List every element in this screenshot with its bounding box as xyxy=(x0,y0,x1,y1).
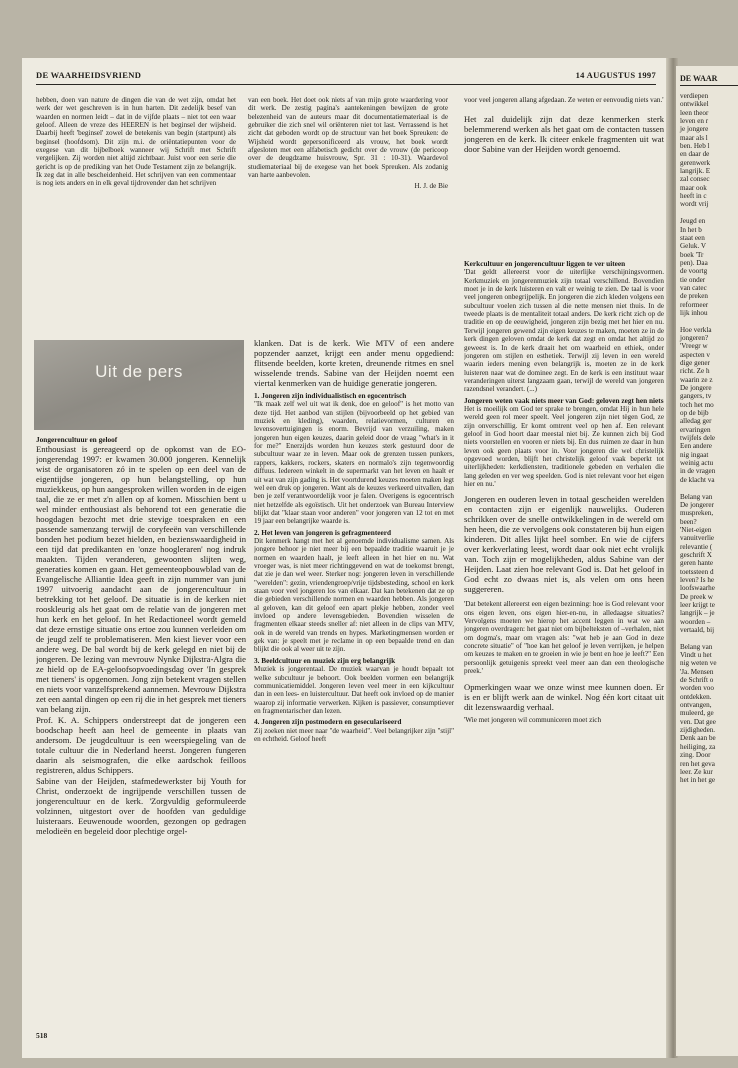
facing-page-line: langrijk. E xyxy=(680,167,711,176)
facing-page-line xyxy=(680,484,716,492)
facing-page-line: been? xyxy=(680,517,697,526)
facing-page-line: In het b xyxy=(680,225,702,234)
facing-page-line: toch het mo xyxy=(680,400,714,409)
facing-page-line: het in het ge xyxy=(680,776,716,785)
review-column-2 xyxy=(248,96,448,326)
facing-page-line: relevantie ( xyxy=(680,542,713,551)
running-head xyxy=(36,70,656,85)
section-4-title: 4. Jongeren zijn postmodern en geseculariseerd xyxy=(254,717,402,727)
section-3-title: 3. Beeldcultuur en muziek zijn erg belangrijk xyxy=(254,655,396,665)
section-4-body: Zij zoeken niet meer naar "de waarheid". Veel belangrijker zijn "stijl" en echtheid. Geloof heeft xyxy=(254,726,454,743)
facing-page-line: nig weten ve xyxy=(680,659,717,668)
facing-page-line: van catec xyxy=(680,283,707,292)
facing-page-line: maar als l xyxy=(680,133,708,142)
facing-page-line: reformeer xyxy=(680,300,709,309)
facing-page-line: vertaald, bij xyxy=(680,626,715,634)
article-column-2 xyxy=(254,338,454,1038)
column-3-lead: Het zal duidelijk zijn dat deze kenmerken sterk belemmerend werken als het gaat om de contacten tussen jongeren en de kerk. Ik citeer enkele fragmenten uit wat door Sabine van der Heijden wordt genoemd. xyxy=(464,114,664,155)
facing-page-line: muspreken, xyxy=(680,509,714,518)
facing-page-line: je jongere xyxy=(680,125,709,134)
issue-date: 14 AUGUSTUS 1997 xyxy=(575,70,656,80)
facing-page xyxy=(676,66,738,1056)
section-1-title: 1. Jongeren zijn individualistisch en egocentrisch xyxy=(254,391,407,400)
section-banner xyxy=(34,340,244,430)
facing-page-line: de Schrift o xyxy=(680,676,714,685)
facing-page-line: de klacht va xyxy=(680,475,715,484)
facing-page-line: toetssteen d xyxy=(680,567,714,576)
facing-page-line: De jongerer xyxy=(680,500,714,509)
article-column-3 xyxy=(464,260,664,1040)
section-3-body: Muziek is jongerentaal. De muziek waarvan je houdt bepaalt tot welke subcultuur je behoort. Ook beelden vormen een belangrijk communicatiemiddel. Jongeren leven veel meer in een kijkcultuur dan in een lees- en luistercultuur. Dat heeft ook invloed op de manier waarop zij informatie verwerken. Kijken is passiever, consumptiever en fragmentarischer dan lezen. xyxy=(254,665,454,715)
facing-page-line: de preken xyxy=(680,292,708,301)
facing-page-line: Een andere xyxy=(680,442,712,451)
jongeren-body: Het is moeilijk om God ter sprake te brengen, omdat Hij in hun hele wereld geen rol meer speelt. Veel jongeren zijn niet tègen God, ze zijn onverschillig. Er komt omtrent veel op hen af. Een relevant geloof in God hoort daar meestal niet bij. Ze kunnen zich bij God niets voorstellen en vooren er niets bij. En dus ruimen ze daar in hun leven ook geen plaats voor in. Voor jongeren die wel christelijk opgevoed worden, blijft het christelijk geloof vaak beperkt tot uiterlijkheden: kerkdiensten, traditionele gebeden en verhalen die lang geleden en ver weg speelden. God is niet relevant voor het eigen hier en nu.' xyxy=(464,404,664,489)
facing-page-line xyxy=(680,209,716,217)
article-body-1: Enthousiast is gereageerd op de opkomst van de EO-jongerendag 1997: er kwamen 30.000 jongeren. Kennelijk wist de organisatoren zó in te spelen op een deel van de eigentijdse jongeren, op hun belangstelling, op hun muziekkeus, op hun aangesproken willen worden in de eigen taal, die ze er met z'n allen op af komen. Misschien bent u wel minder enthousiast als behorend tot een generatie die hoogdagen bezocht met drie stevige toespraken en een passende samenzang terwijl de coryfeeën van verschillende bonden het podium bezet hielden, en bezienswaardigheid in een tijd dat predikanten en 'onze hoogleraren' nog indruk maakten. Tijden veranderen, gewoonten slijten weg, generaties komen en gaan. Het gemeenteopbouwblad van de Evangelische Alliantie Idea geeft in zijn nummer van juni 1997 uitvoerig aandacht aan de jongerencultuur in betrekking tot het geloof. De situatie is in de kerken niet rooskleurig als het gaat om de relatie van de jongeren met hun kerk en het geloof. In het Redactioneel wordt gemeld dat deze ernstige situatie ons ertoe zou kunnen verleiden om de jeugd zelf te problematiseren. Men kiest liever voor een andere weg. De bal wordt bij de kerk gelegd en niet bij de jongeren. De lezing van mevrouw Nynke Dijkstra-Algra die ze hield op de EA-geloofsopvoedingsdag over 'In gesprek met tieners' is opgenomen. Jong zijn betekent vragen stellen en niets voor vanzelfsprekend aannemen. Mevrouw Dijkstra zet een aantal dingen op een rij die in het gesprek met tieners van belang zijn. xyxy=(36,444,246,715)
facing-page-line: leer krijgt te xyxy=(680,600,715,609)
facing-page-line xyxy=(680,634,716,642)
facing-page-line: leven? Is he xyxy=(680,575,715,584)
facing-running-head: DE WAAR xyxy=(680,74,738,86)
facing-page-line: boek 'Tr xyxy=(680,250,704,259)
facing-page-line: woorden – xyxy=(680,617,711,626)
facing-page-line: Jeugd en xyxy=(680,217,706,226)
article-column-1 xyxy=(36,436,246,1036)
facing-page-line: leer. Ze kur xyxy=(680,767,713,776)
facing-page-line: Vindt u het xyxy=(680,651,712,660)
article-body-3: Sabine van der Heijden, stafmedewerkster bij Youth for Christ, onderzoekt de ingrijpende verschillen tussen de jongerencultuur en de kerk. 'Zorgvuldig geformuleerde volzinnen, uitgestort over de hoofden van geduldige luisteraars. Eeuwenoude woorden, gezongen op gedragen melodieën en begeleid door plechtige orgel- xyxy=(36,776,246,837)
facing-page-line: 'Niet-eigen xyxy=(680,525,712,534)
facing-page-line: Geluk. V xyxy=(680,242,707,251)
facing-page-line: alledag ger xyxy=(680,417,712,426)
facing-page-line: ren het geva xyxy=(680,759,715,768)
facing-page-line: muleerd, ge xyxy=(680,709,714,718)
facing-page-line: geschrift X xyxy=(680,550,712,559)
facing-page-line: tie onder xyxy=(680,275,706,284)
facing-page-line: ven. Dat gee xyxy=(680,717,716,726)
facing-page-line: De preek w xyxy=(680,592,713,601)
section-1-body: "Ik maak zelf wel uit wat ik denk, doe en geloof" is het motto van deze tijd. Het aanbod van stijlen (bijvoorbeeld op het gebied van muziek en kleding), waarden, relatievormen, culturen en levensovertuigingen is enorm. Bevrijd van verzuiling, maken jongeren hun eigen keuzes, daarin geleid door de vraag "what's in it for me?" Enerzijds worden hun keuzes sterk gestuurd door de subcultuur waar ze in leven. Maar ook de grenzen tussen punkers, rappers, kakkers, rockers, skaters en normalo's zijn tegenwoordig diffuus. Iedereen winkelt in de supermarkt van het leven en haalt er uit wat van zijn gading is. Het voortdurend keuzes moeten maken legt wel een druk op jongeren. Want als de keuzes verkeerd uitvallen, dan ben je zelf verantwoordelijk voor je falen. Overigens is egocentrisch niet hetzelfde als egoïstisch. Uit het onderzoek van Bureau Interview blijkt dat "klaar staan voor anderen" voor jongeren van 12 tot en met 19 jaar een belangrijke waarde is. xyxy=(254,400,454,526)
facing-page-line: verdiepen xyxy=(680,92,709,100)
column-3-top xyxy=(464,96,664,236)
column-2-intro: klanken. Dat is de kerk. Wie MTV of een andere popzender aanzet, krijgt een ander menu opgediend: flitsende beelden, korte kreten, dreunende ritmes en snel wisselende trends. Sabine van der Heijden noemt een viertal kenmerken van de huidige generatie jongeren. xyxy=(254,338,454,388)
closing-lead: Opmerkingen waar we onze winst mee kunnen doen. Er is en er blijft werk aan de winkel. Nog één kort citaat uit dit lezenswaardig verhaal. xyxy=(464,681,664,712)
facing-page-line: lijk inhou xyxy=(680,308,708,317)
facing-page-line: vanuitverlie xyxy=(680,534,715,543)
facing-page-line: wordt vrij xyxy=(680,200,709,209)
facing-page-line: weinig actu xyxy=(680,459,714,468)
facing-page-line: aspecten v xyxy=(680,350,710,359)
facing-page-line: leven en r xyxy=(680,117,709,126)
column-3-intro: voor veel jongeren allang afgedaan. Ze weten er eenvoudig niets van.' xyxy=(464,96,664,104)
facing-page-line: richt. Ze h xyxy=(680,367,710,376)
facing-page-line: heiliging, za xyxy=(680,742,716,751)
facing-page-line: gangers, tv xyxy=(680,392,712,401)
facing-page-line: dige gener xyxy=(680,359,710,367)
facing-page-line: staat een xyxy=(680,233,705,242)
kerkcultuur-body: 'Dat geldt allereerst voor de uiterlijke verschijningsvormen. Kerkmuziek en jongerenmuziek zijn totaal verschillend. Bovendien moet je in de kerk luisteren en valt er weinig te zien. De taal is voor veel jongeren onbegrijpelijk. En jongeren die zich kleden volgens een subcultuur voelen zich tussen al die nette mensen niet thuis. In de tweede plaats is de mentaliteit totaal anders. De kerk richt zich op de traditie en op de eeuwigheid, jongeren zijn bezig met het hier en nu. Terwijl jongeren gewend zijn eigen keuzes te maken, moeten ze in de kerk dingen geloven omdat de kerk dat zegt en omdat het altijd zo geweest is. In de kerk draait het om waarheid en ethiek, onder jongeren om stijlen en esthetiek. Terwijl zij leven in een wereld waarin ieders mening even belangrijk is, moeten ze in de kerk luisteren naar wat de dominee zegt. En de kerk is een instituut waar veranderingen uiterst langzaam gaan, terwijl de wereld van jongeren razendsnel verandert. (...) xyxy=(464,268,664,394)
facing-page-line xyxy=(680,317,716,325)
middle-lead: Jongeren en ouderen leven in totaal gescheiden werelden en contacten zijn er eigenlijk nauwelijks. Ouderen schrikken over de snelle ontwikkelingen in de wereld om hen heen, die ze vervolgens ook constateren bij hun eigen kinderen. Dit alles lijkt heel somber. En wie de cijfers over kerkverlating leest, wordt daar ook niet echt vrolijk van. Toch zijn er mogelijkheden, aldus Sabine van der Heijden. Laat zien hoe relevant God is. Dat het geloof in God echt zo dwaas niet is, als velen om ons heen suggereren. xyxy=(464,494,664,595)
facing-page-line: 'Ja. Mensen xyxy=(680,667,714,676)
facing-page-fragments xyxy=(680,92,716,785)
section-banner-label: Uit de pers xyxy=(95,362,183,381)
review-text-2: van een boek. Het doet ook niets af van mijn grote waardering voor dit werk. De zestig pagina's aantekeningen bewijzen de grote belezenheid van de auteurs maar dit documentatiemateriaal is de gebruiker die zich snel wil oriënteren niet tot last. Verrassend is het zicht dat geboden wordt op de structuur van het boek Spreuken: de Wijsheid wordt gepersonificeerd als vrouw, het boek wordt afgesloten met een alfabetisch gedicht over de vrouw (de pericoop over de deugdzame huisvrouw, Spr. 31 : 10-31). Waardevol studiemateriaal bij de exegese van het boek Spreuken. Als zodanig van harte aanbevolen. xyxy=(248,96,448,180)
facing-page-line: maar ook xyxy=(680,183,707,192)
review-signature: H. J. de Bie xyxy=(414,182,448,191)
facing-page-line: en daar de xyxy=(680,150,710,159)
quote-block: 'Dat betekent allereerst een eigen bezinning: hoe is God relevant voor ons eigen leven, ons eigen hier-en-nu, in alledaagse situaties? Vervolgens moeten we hierop het accent leggen in wat we aan jongeren overdragen: het gaat niet om bijbelteksten of –verhalen, niet om dogma's, maar om vragen als: "wat heb je aan God in deze concrete situatie" of "hoe kan het geloof je leven verrijken, je helpen om keuzes te maken en te groeien in wie je bent en hoe je leeft?" Een persoonlijk getuigenis spreekt veel meer aan dan een theologische preek.' xyxy=(464,600,664,676)
facing-page-line: zal consec xyxy=(680,175,710,184)
facing-page-line: Denk aan be xyxy=(680,734,716,743)
magazine-page xyxy=(22,58,670,1058)
section-2-title: 2. Het leven van jongeren is gefragmenteerd xyxy=(254,527,392,537)
facing-page-line: pen). Daa xyxy=(680,258,708,267)
facing-page-line: ben. Heb l xyxy=(680,142,710,151)
facing-page-line: leen theor xyxy=(680,108,709,117)
facing-page-line: De jongere xyxy=(680,384,712,393)
jongeren-title: Jongeren weten vaak niets meer van God: geloven zegt hen niets xyxy=(464,395,664,405)
facing-page-line: zijdigheden. xyxy=(680,726,716,735)
facing-page-line: langrijk – je xyxy=(680,609,715,618)
facing-page-line: op de bijb xyxy=(680,409,709,418)
facing-page-line: worden voo xyxy=(680,684,714,693)
facing-page-line: heeft in c xyxy=(680,192,707,201)
facing-page-line: ontvangen, xyxy=(680,701,712,710)
kerkcultuur-title: Kerkcultuur en jongerencultuur liggen te ver uiteen xyxy=(464,260,626,268)
facing-page-line: zing. Door xyxy=(680,751,711,760)
facing-page-line: jongeren? xyxy=(680,333,709,342)
facing-page-line: geren hante xyxy=(680,559,714,568)
facing-page-line: 'Vreegr w xyxy=(680,342,708,351)
facing-page-line: Belang van xyxy=(680,492,713,501)
review-text-1: hebben, doen van nature de dingen die van de wet zijn, omdat het werk der wet geschreven is in hun harten. Dit zedelijk besef van waarden en normen leidt – dat in de vijfde plaats – niet tot een waar geloof. Alleen de vreze des HEEREN is het beginsel der wijsheid. Daarbij heeft 'beginsel' zowel de betekenis van begin (startpunt) als beginsel (hoofdsom). Dit zijn m.i. de oriëntatiepunten voor de exegese van dit bijbelboek wanneer wij Schrift met Schrift vergelijken. Zij worden niet altijd zichtbaar. Juist voor een serie die gericht is op de prediking van het Oude Testament zijn ze belangrijk. Ik zeg dat in alle bescheidenheid. Het schrijven van een commentaar is nog iets anders en in elk geval tijdrovender dan het schrijven xyxy=(36,96,236,188)
review-column-1 xyxy=(36,96,236,316)
facing-page-line: in de vragen xyxy=(680,467,716,476)
article-body-2: Prof. K. A. Schippers onderstreept dat de jongeren een boodschap heeft aan heel de gemeente in plaats van andersom. De jeugdcultuur is een weerspiegeling van de totale cultuur die in Nederland heerst. Jongeren fungeren daarin als seismografen, die elke aardschok feilloos registreren, aldus Schippers. xyxy=(36,715,246,776)
facing-page-line: nig ingaat xyxy=(680,450,709,459)
page-number: 518 xyxy=(36,1031,48,1040)
facing-page-line: Hoe verkla xyxy=(680,325,712,334)
facing-page-line: loofswaarhe xyxy=(680,584,715,593)
article-title: Jongerencultuur en geloof xyxy=(36,436,118,444)
facing-page-line: gerenwerk xyxy=(680,158,711,167)
facing-page-line: ontdekken. xyxy=(680,692,712,701)
facing-page-line: twijfels dele xyxy=(680,434,716,443)
last-line: 'Wie met jongeren wil communiceren moet zich xyxy=(464,715,602,724)
facing-page-line: Belang van xyxy=(680,642,713,651)
publication-name: DE WAARHEIDSVRIEND xyxy=(36,70,142,80)
facing-page-line: waarin ze z xyxy=(680,375,713,384)
facing-page-line: de voortg xyxy=(680,267,708,276)
facing-page-line: ervaringen xyxy=(680,425,711,434)
section-2-body: Dit kenmerk hangt met het al genoemde individualisme samen. Als jongere behoor je niet meer bij een bepaalde traditie waaruit je je normen en waarden haalt, je leeft alleen in het hier en nu. Wat vroeger was, is niet meer richtinggevend en wat de toekomst brengt, dat zie je dan wel weer. Sterker nog: jongeren leven in verschillende "werelden": gezin, vriendengroep/vrije tijdsbesteding, school en kerk staan voor veel jongeren los van elkaar. Dat kan betekenen dat ze op die gebieden verschillende normen en waarden hebben. Als jongeren al geloven, kan dit geloof een apart plekje hebben, zonder veel invloed op andere levensgebieden. Bovendien wisselen de fragmenten elkaar steeds sneller af: niet alleen in de clips van MTV, ook in de wereld van trends en hypes. Marketingmensen worden er gek van: je speelt met je reclame in op een bepaalde trend en dan blijkt die ook al weer uit te zijn. xyxy=(254,536,454,654)
facing-page-line: ontwikkel xyxy=(680,100,709,109)
